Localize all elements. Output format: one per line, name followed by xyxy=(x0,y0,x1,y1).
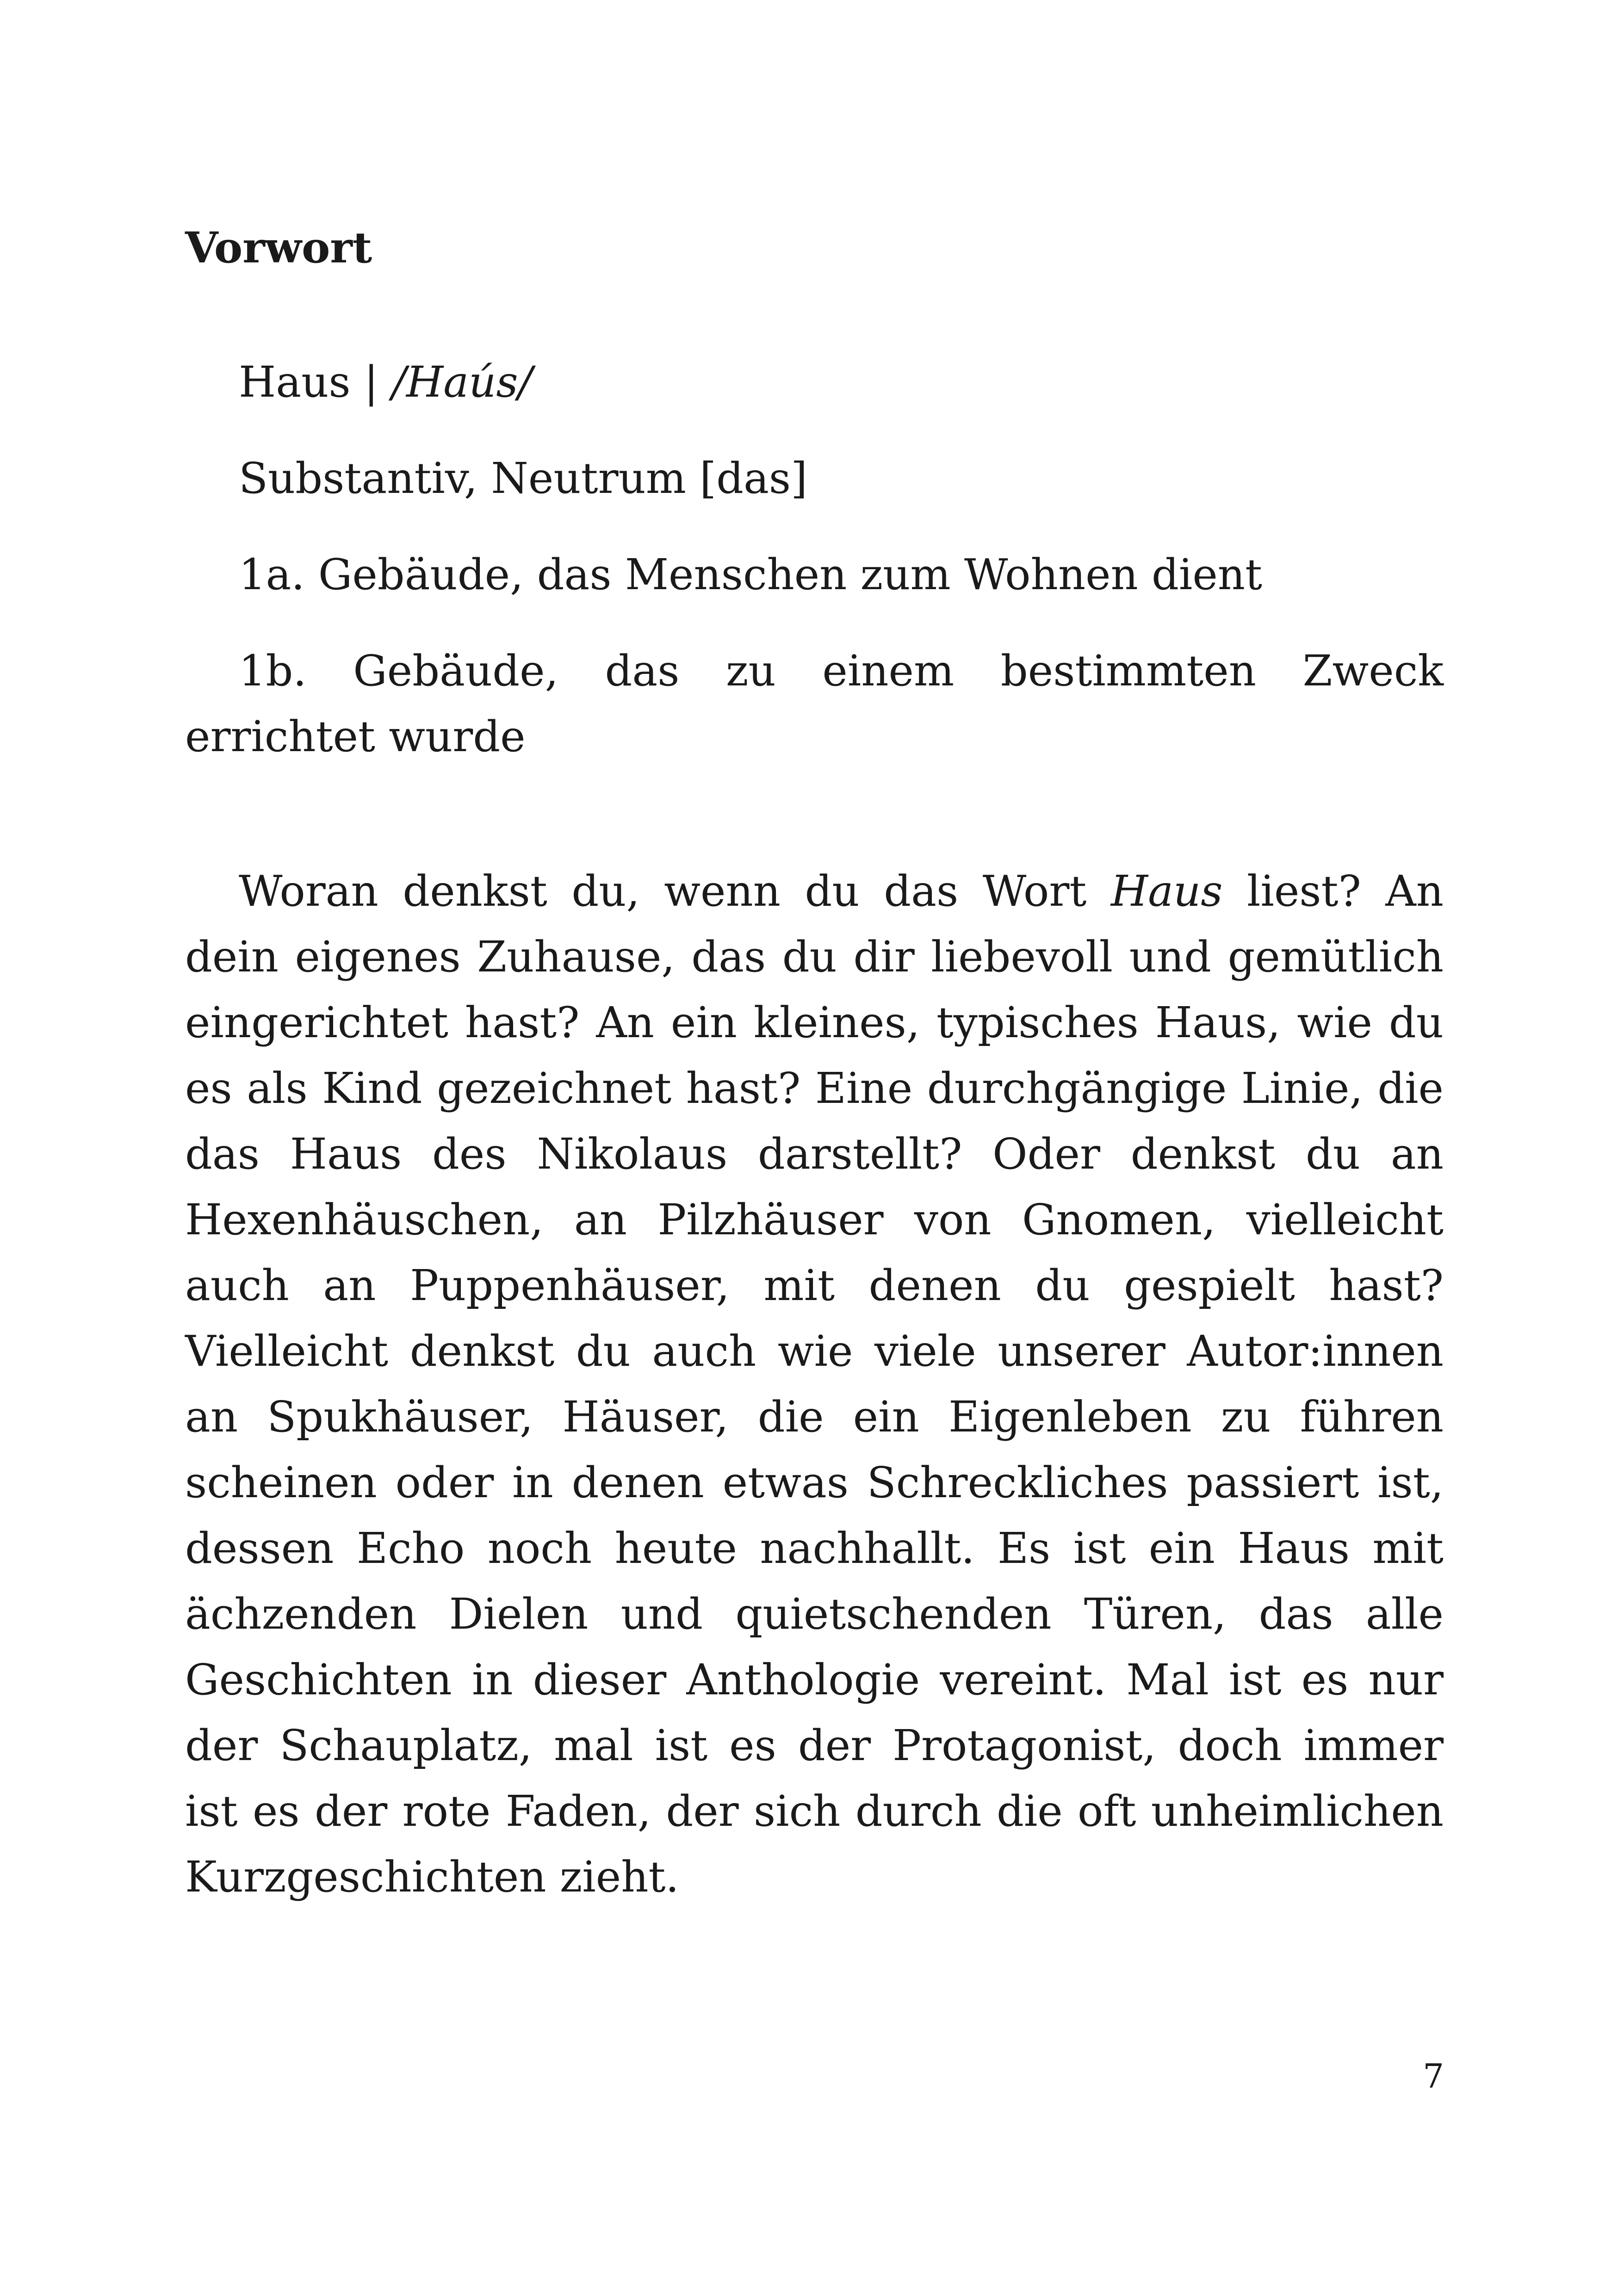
headword-line xyxy=(185,349,1444,415)
headword: Haus xyxy=(239,357,351,407)
definition-1a: 1a. Gebäude, das Menschen zum Wohnen dient xyxy=(239,550,1262,599)
body-text-part2: liest? An dein eigenes Zuhause, das du dir liebevoll und gemütlich eingerichtet hast? An ein kleines, typisches Haus, wie du es als Kind gezeichnet hast? Eine durchgängige Linie, die das Haus des Nikolaus darstellt? Oder denkst du an Hexenhäuschen, an Pilzhäuser von Gnomen, vielleicht auch an Puppenhäuser, mit denen du gespielt hast? Vielleicht denkst du auch wie viele unserer Autor:innen an Spukhäuser, Häuser, die ein Eigenleben zu führen scheinen oder in denen etwas Schreckliches passiert ist, dessen Echo noch heute nachhallt. Es ist ein Haus mit ächzenden Dielen und quietschenden Türen, das alle Geschichten in dieser Anthologie vereint. Mal ist es nur der Schauplatz, mal ist es der Protagonist, doch immer ist es der rote Faden, der sich durch die oft unheimlichen Kurzgeschichten zieht. xyxy=(185,866,1444,1902)
body-text-part1: Woran denkst du, wenn du das Wort xyxy=(239,866,1111,916)
grammar-info: Substantiv, Neutrum [das] xyxy=(239,454,808,503)
dictionary-entry xyxy=(185,349,1444,770)
body-emphasis: Haus xyxy=(1110,866,1223,916)
definition-1b: 1b. Gebäude, das zu einem bestimmten Zweck errichtet wurde xyxy=(185,646,1444,761)
pronunciation: /Haús/ xyxy=(392,357,533,407)
chapter-heading: Vorwort xyxy=(185,223,372,273)
body-paragraph xyxy=(185,859,1444,1910)
headword-separator: | xyxy=(350,357,392,407)
page-number: 7 xyxy=(1423,2057,1444,2096)
